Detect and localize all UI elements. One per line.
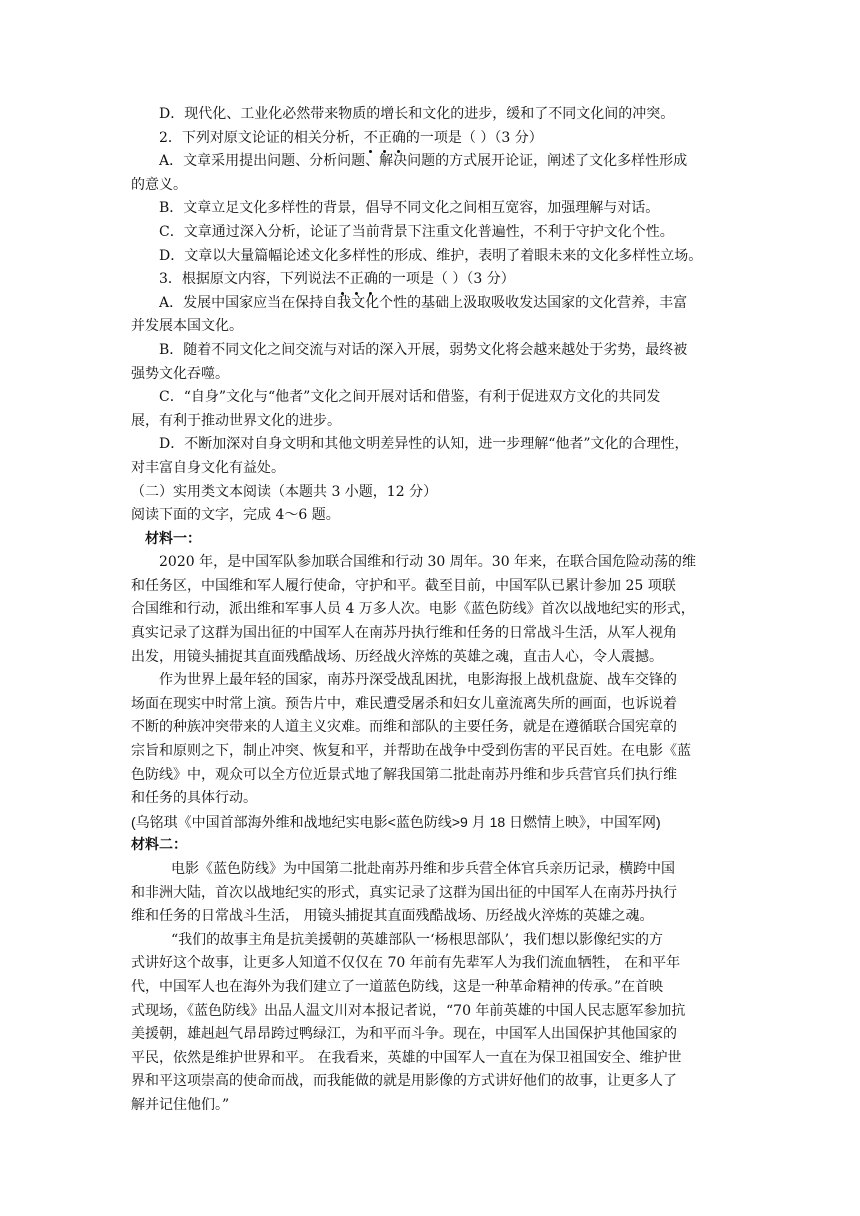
text-line: 式现场，《蓝色防线》出品人温文川对本报记者说，“70 年前英雄的中国人民志愿军参加抗	[131, 1002, 686, 1019]
q2-stem-text: 2．下列对原文论证的相关分析，	[159, 129, 364, 146]
text-line: 作为世界上最年轻的国家，南苏丹深受战乱困扰，电影海报上战机盘旋、战车交锋的	[159, 672, 677, 689]
emphasis-char: 确	[392, 127, 406, 151]
text-line: 真实记录了这群为国出征的中国军人在南苏丹执行维和任务的日常战斗生活，从军人视角	[131, 625, 677, 642]
text-line: 合国维和行动，派出维和军事人员 4 万多人次。电影《蓝色防线》首次以战地纪实的形式，	[131, 601, 695, 618]
q2-option-d: D．文章以大量篇幅论述文化多样性的形成、维护，表明了着眼未来的文化多样性立场。	[159, 247, 703, 264]
emphasis-char: 不	[364, 127, 378, 151]
text-line: 和任务区，中国维和军人履行使命，守护和平。截至目前，中国军队已累计参加 25 项联	[131, 577, 676, 594]
text-line: 电影《蓝色防线》为中国第二批赴南苏丹维和步兵营全体官兵亲历记录，横跨中国	[171, 861, 675, 877]
q3-stem	[131, 268, 731, 292]
q3-option-c: C．“自身”文化与“他者”文化之间开展对话和借鉴，有利于促进双方文化的共同发	[159, 389, 661, 406]
q3-option-b-cont: 强势文化吞噬。	[131, 365, 229, 382]
emphasis-char: 不	[336, 268, 350, 292]
text-line: 代，中国军人也在海外为我们建立了一道蓝色防线，这是一种革命精神的传承。”在首映	[131, 978, 664, 995]
material1-paragraph1	[131, 551, 731, 669]
exam-page	[131, 103, 731, 1118]
text-line: “我们的故事主角是抗美援朝的英雄部队一‘杨根思部队’，我们想以影像纪实的方	[171, 931, 664, 948]
q2-stem	[131, 127, 731, 151]
q2-option-b: B．文章立足文化多样性的背景，倡导不同文化之间相互宽容，加强理解与对话。	[159, 200, 660, 217]
q2-stem-text: 的一项是（ ）（3 分）	[405, 129, 543, 146]
emphasis-char: 正	[378, 127, 392, 151]
text-line: 式讲好这个故事，让更多人知道不仅仅在 70 年前有先辈军人为我们流血牺牲， 在和平年	[131, 955, 681, 972]
section-heading: （二）实用类文本阅读（本题共 3 小题，12 分）	[131, 483, 438, 500]
q2-option-a-cont: 的意义。	[131, 176, 187, 193]
text-line: 维和任务的日常战斗生活， 用镜头捕捉其直面残酷战场、历经战火淬炼的英雄之魂。	[131, 908, 654, 925]
text-line: 美援朝，雄赳赳气昂昂跨过鸭绿江，为和平而斗争。现在，中国军人出国保护其他国家的	[131, 1026, 677, 1043]
text-line: 和任务的具体行动。	[131, 790, 257, 807]
material1-source: (乌铭琪《中国首部海外维和战地纪实电影<蓝色防线>9 月 18 日燃情上映》，中国军网)	[131, 813, 661, 830]
q3-stem-text: 3．根据原文内容，下列说法	[159, 271, 336, 288]
q3-option-c-cont: 展，有利于推动世界文化的进步。	[131, 412, 341, 429]
q3-stem-text: 的一项是（ ）（3 分）	[377, 271, 515, 288]
text-line: 解并记住他们。”	[131, 1096, 230, 1113]
q3-option-d: D．不断加深对自身文明和其他文明差异性的认知，进一步理解“他者”文化的合理性，	[159, 436, 689, 453]
text-line: 场面在现实中时常上演。预告片中，难民遭受屠杀和妇女儿童流离失所的画面，也诉说着	[131, 695, 677, 712]
text-line: 平民，依然是维护世界和平。 在我看来，英雄的中国军人一直在为保卫祖国安全、维护世	[131, 1049, 682, 1066]
text-line: 出发，用镜头捕捉其直面残酷战场、历经战火淬炼的英雄之魂，直击人心，令人震撼。	[131, 648, 663, 665]
material2-label: 材料二：	[131, 837, 187, 854]
q3-option-a: A．发展中国家应当在保持自我文化个性的基础上汲取吸收发达国家的文化营养，丰富	[159, 294, 688, 311]
text-line: 不断的种族冲突带来的人道主义灾难。而维和部队的主要任务，就是在遵循联合国宪章的	[131, 719, 677, 736]
q1-option-d: D．现代化、工业化必然带来物质的增长和文化的进步，缓和了不同文化间的冲突。	[159, 106, 675, 122]
q2-option-a: A．文章采用提出问题、分析问题、解决问题的方式展开论证，阐述了文化多样性形成	[159, 153, 688, 170]
material2-paragraph1	[131, 858, 731, 929]
q3-option-d-cont: 对丰富自身文化有益处。	[131, 459, 285, 476]
q3-option-b: B．随着不同文化之间交流与对话的深入开展，弱势文化将会越来越处于劣势，最终被	[159, 341, 688, 358]
section-instruction: 阅读下面的文字，完成 4～6 题。	[131, 507, 340, 524]
q3-option-a-cont: 并发展本国文化。	[131, 318, 243, 335]
text-line: 宗旨和原则之下，制止冲突、恢复和平，并帮助在战争中受到伤害的平民百姓。在电影《蓝	[131, 743, 691, 760]
material1-label: 材料一：	[145, 530, 201, 547]
text-line: 2020 年，是中国军队参加联合国维和行动 30 周年。30 年来，在联合国危险动荡的维	[159, 554, 697, 571]
text-line: 和非洲大陆，首次以战地纪实的形式，真实记录了这群为国出征的中国军人在南苏丹执行	[131, 884, 677, 901]
emphasis-char: 确	[364, 268, 378, 292]
material2-paragraph2	[131, 929, 731, 1118]
emphasis-char: 正	[350, 268, 364, 292]
text-line: 色防线》中，观众可以全方位近景式地了解我国第二批赴南苏丹维和步兵营官兵们执行维	[131, 766, 677, 783]
q2-option-c: C．文章通过深入分析，论证了当前背景下注重文化普遍性，不利于守护文化个性。	[159, 223, 674, 240]
material1-paragraph2	[131, 669, 731, 811]
text-line: 界和平这项崇高的使命而战，而我能做的就是用影像的方式讲好他们的故事，让更多人了	[131, 1073, 677, 1090]
